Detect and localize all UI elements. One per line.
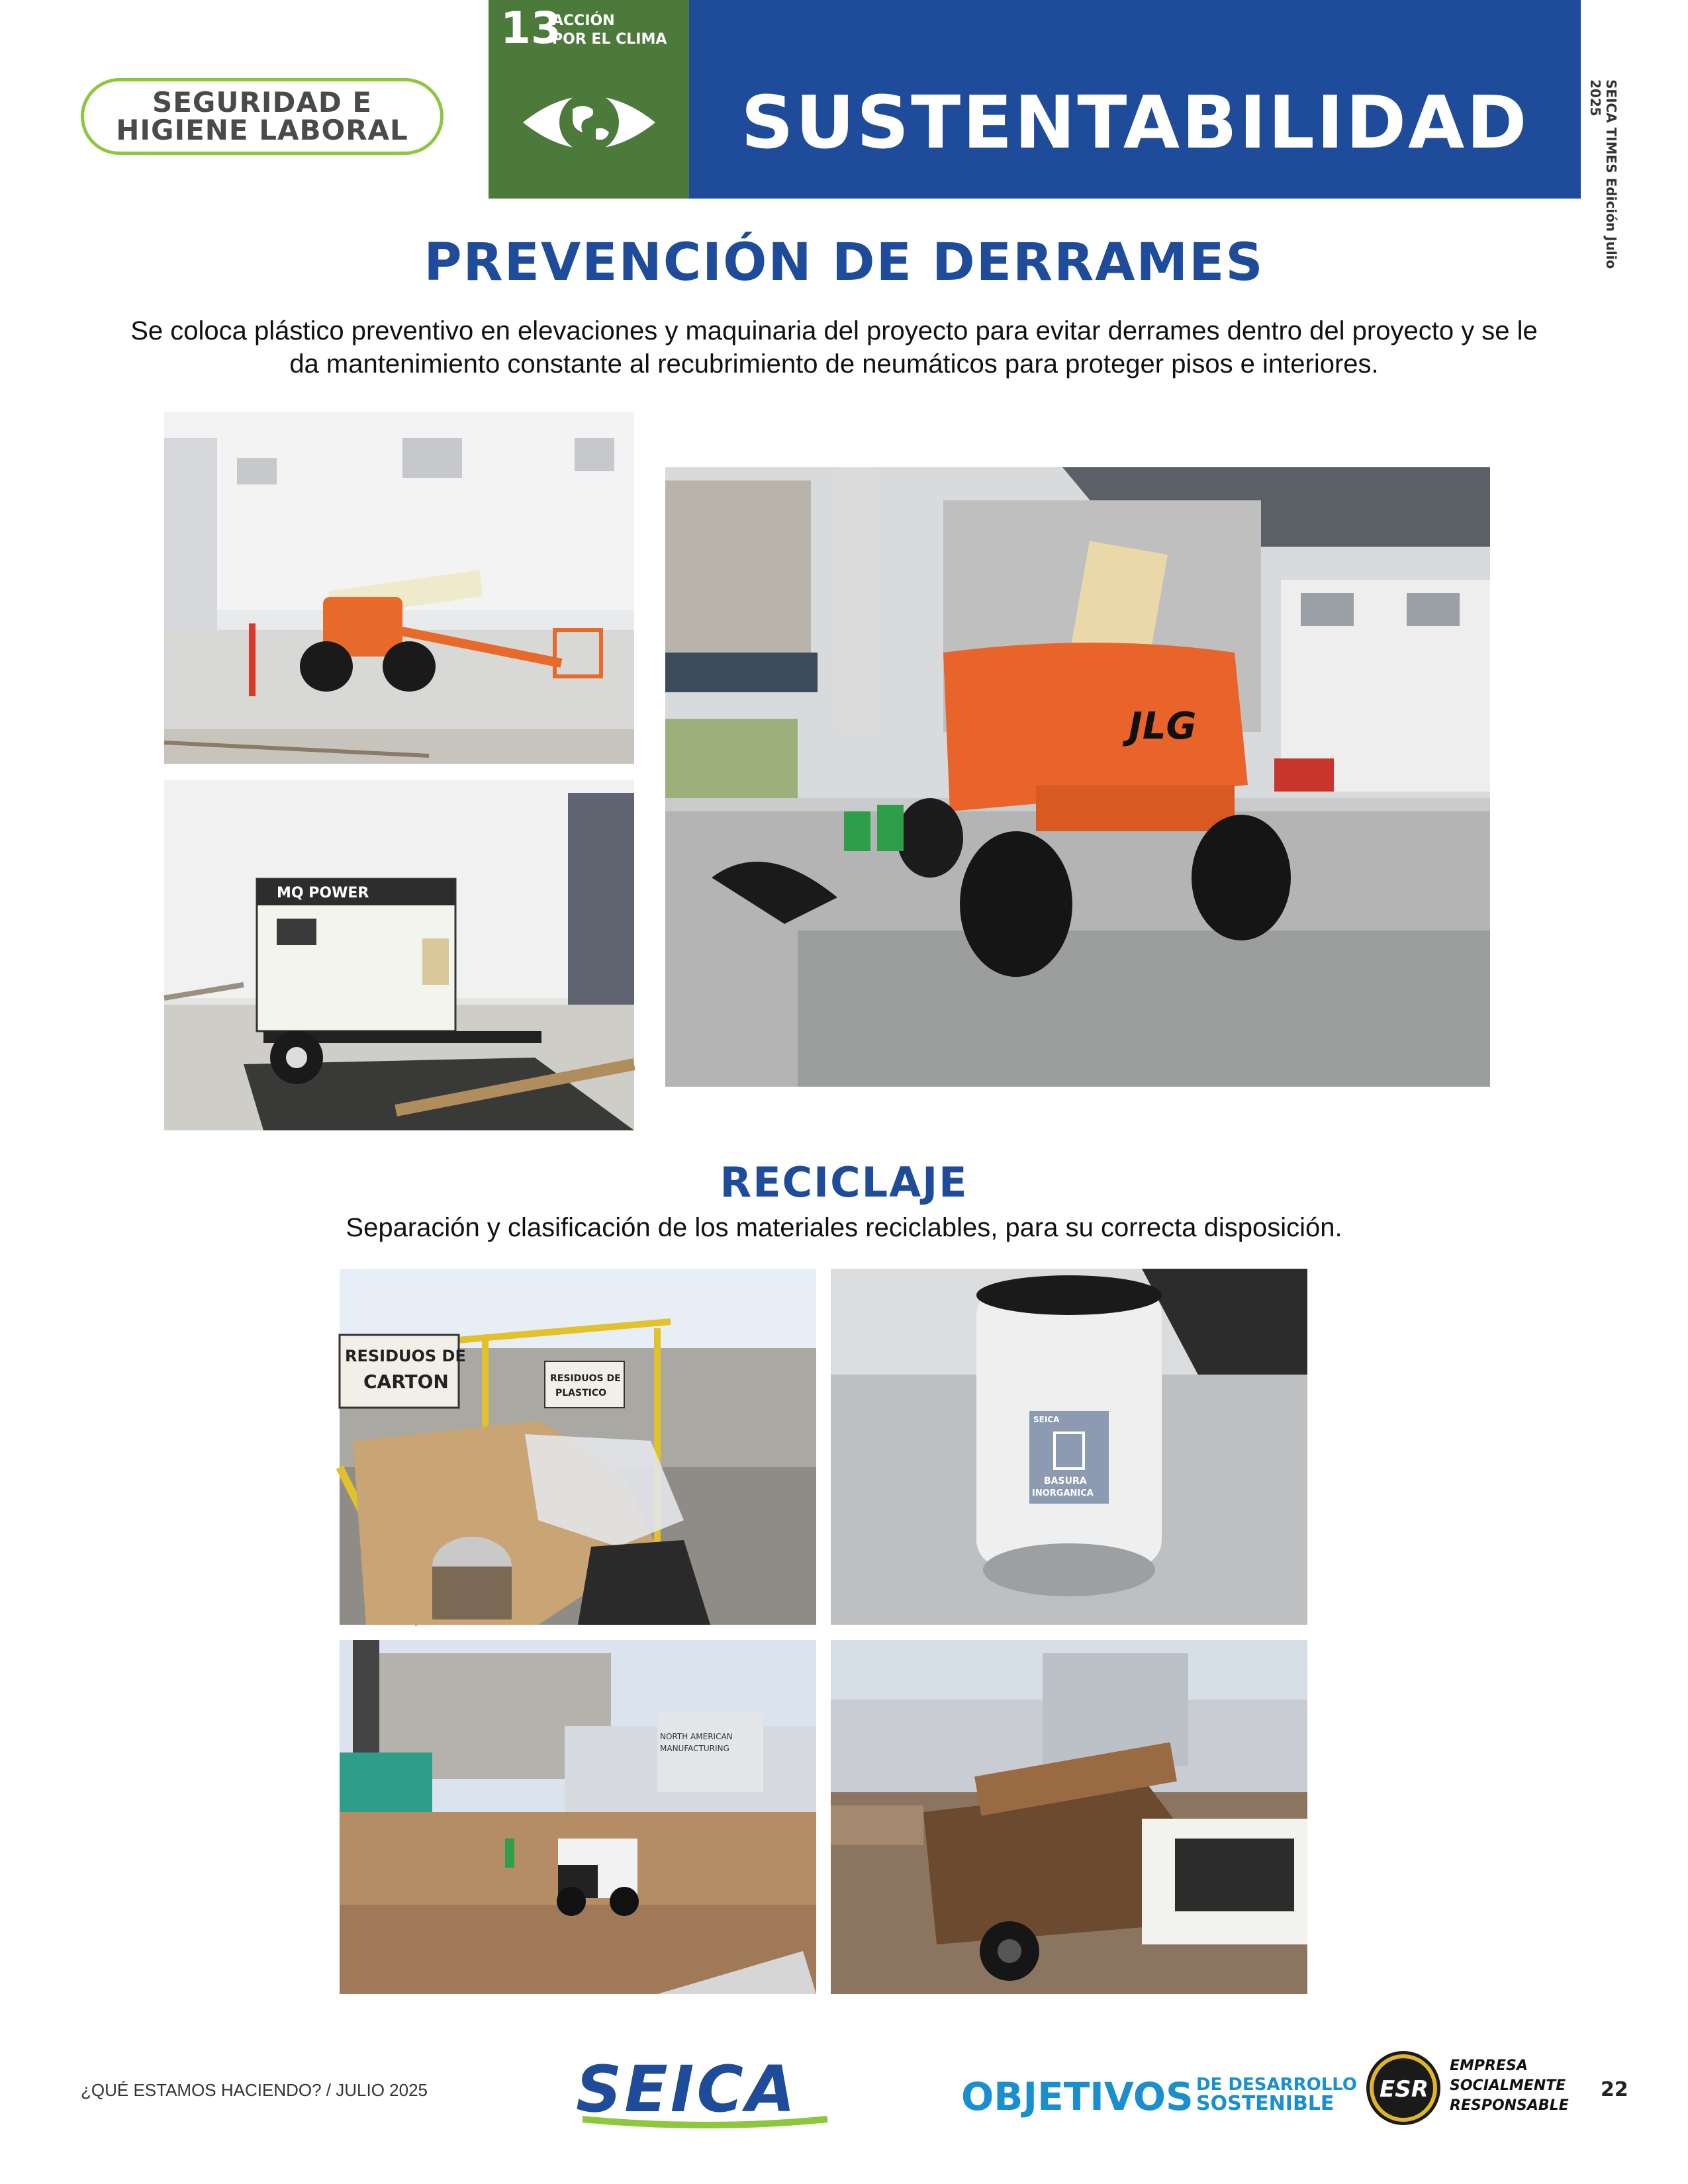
photo-generator [164, 780, 634, 1130]
seica-logo-text: SEICA [576, 2052, 798, 2126]
badge-line-1: SEGURIDAD E [152, 86, 373, 118]
sdg-label-line-1: ACCIÓN [552, 13, 615, 29]
esr-badge-text: ESR [1380, 2076, 1429, 2103]
esr-line-1: EMPRESA [1450, 2058, 1528, 2074]
sign-plastico-line-1: RESIDUOS DE [550, 1373, 621, 1384]
building-sign-line-2: MANUFACTURING [660, 1744, 729, 1753]
photo-inorganic-bin [831, 1269, 1307, 1625]
esr-logo [1364, 2045, 1569, 2131]
eye-globe-icon [516, 76, 662, 169]
bin-label-line-2: INORGANICA [1032, 1488, 1094, 1498]
section-badge [81, 78, 444, 155]
esr-line-3: RESPONSABLE [1450, 2097, 1569, 2114]
sign-carton-line-2: CARTON [363, 1371, 449, 1392]
sdg-number: 13 [500, 3, 561, 54]
building-sign-line-1: NORTH AMERICAN [660, 1732, 733, 1741]
section-title-reciclaje: RECICLAJE [720, 1158, 968, 1206]
bin-label-line-1: BASURA [1044, 1476, 1087, 1486]
section-body-reciclaje: Separación y clasificación de los materiales reciclables, para su correcta disposición. [346, 1213, 1342, 1242]
sdg-13-tile [489, 0, 689, 199]
photo-boom-lift-indoor [164, 412, 634, 764]
sign-carton-line-1: RESIDUOS DE [345, 1347, 466, 1365]
photo-pickup-wood [831, 1640, 1307, 1994]
generator-brand-label: MQ POWER [277, 885, 369, 901]
ods-logo-small-1: DE DESARROLLO [1196, 2075, 1358, 2095]
ods-logo-small-2: SOSTENIBLE [1196, 2092, 1335, 2115]
ods-logo [961, 2064, 1358, 2123]
sign-plastico-line-2: PLASTICO [555, 1388, 607, 1398]
esr-line-2: SOCIALMENTE [1450, 2077, 1566, 2094]
sdg-label-line-2: POR EL CLIMA [552, 31, 667, 48]
footer-section-label: ¿QUÉ ESTAMOS HACIENDO? / JULIO 2025 [81, 2080, 428, 2100]
page-title: SUSTENTABILIDAD [741, 80, 1529, 165]
boom-brand-label: JLG [1129, 705, 1197, 748]
sdg-label [552, 12, 667, 49]
ods-logo-big: OBJETIVOS [961, 2074, 1194, 2119]
photo-jlg-boom-lift [665, 467, 1490, 1087]
edition-side-text: SEICA TIMES Edición Julio 2025 [1587, 79, 1619, 269]
section-body-prevencion: Se coloca plástico preventivo en elevaciones y maquinaria del proyecto para evitar derrames dentro del proyecto y se le da mantenimiento constante al recubrimiento de neumáticos para proteger pisos e interiores. [130, 316, 1538, 379]
photo-skid-steer-site [340, 1640, 816, 1994]
title-band [689, 0, 1581, 199]
section-title-prevencion: PREVENCIÓN DE DERRAMES [424, 233, 1264, 293]
seica-logo [576, 2052, 841, 2131]
badge-line-2: HIGIENE LABORAL [116, 114, 408, 146]
page-number: 22 [1601, 2078, 1628, 2101]
bin-brand-label: SEICA [1033, 1415, 1060, 1424]
photo-recycling-stations [340, 1269, 816, 1625]
